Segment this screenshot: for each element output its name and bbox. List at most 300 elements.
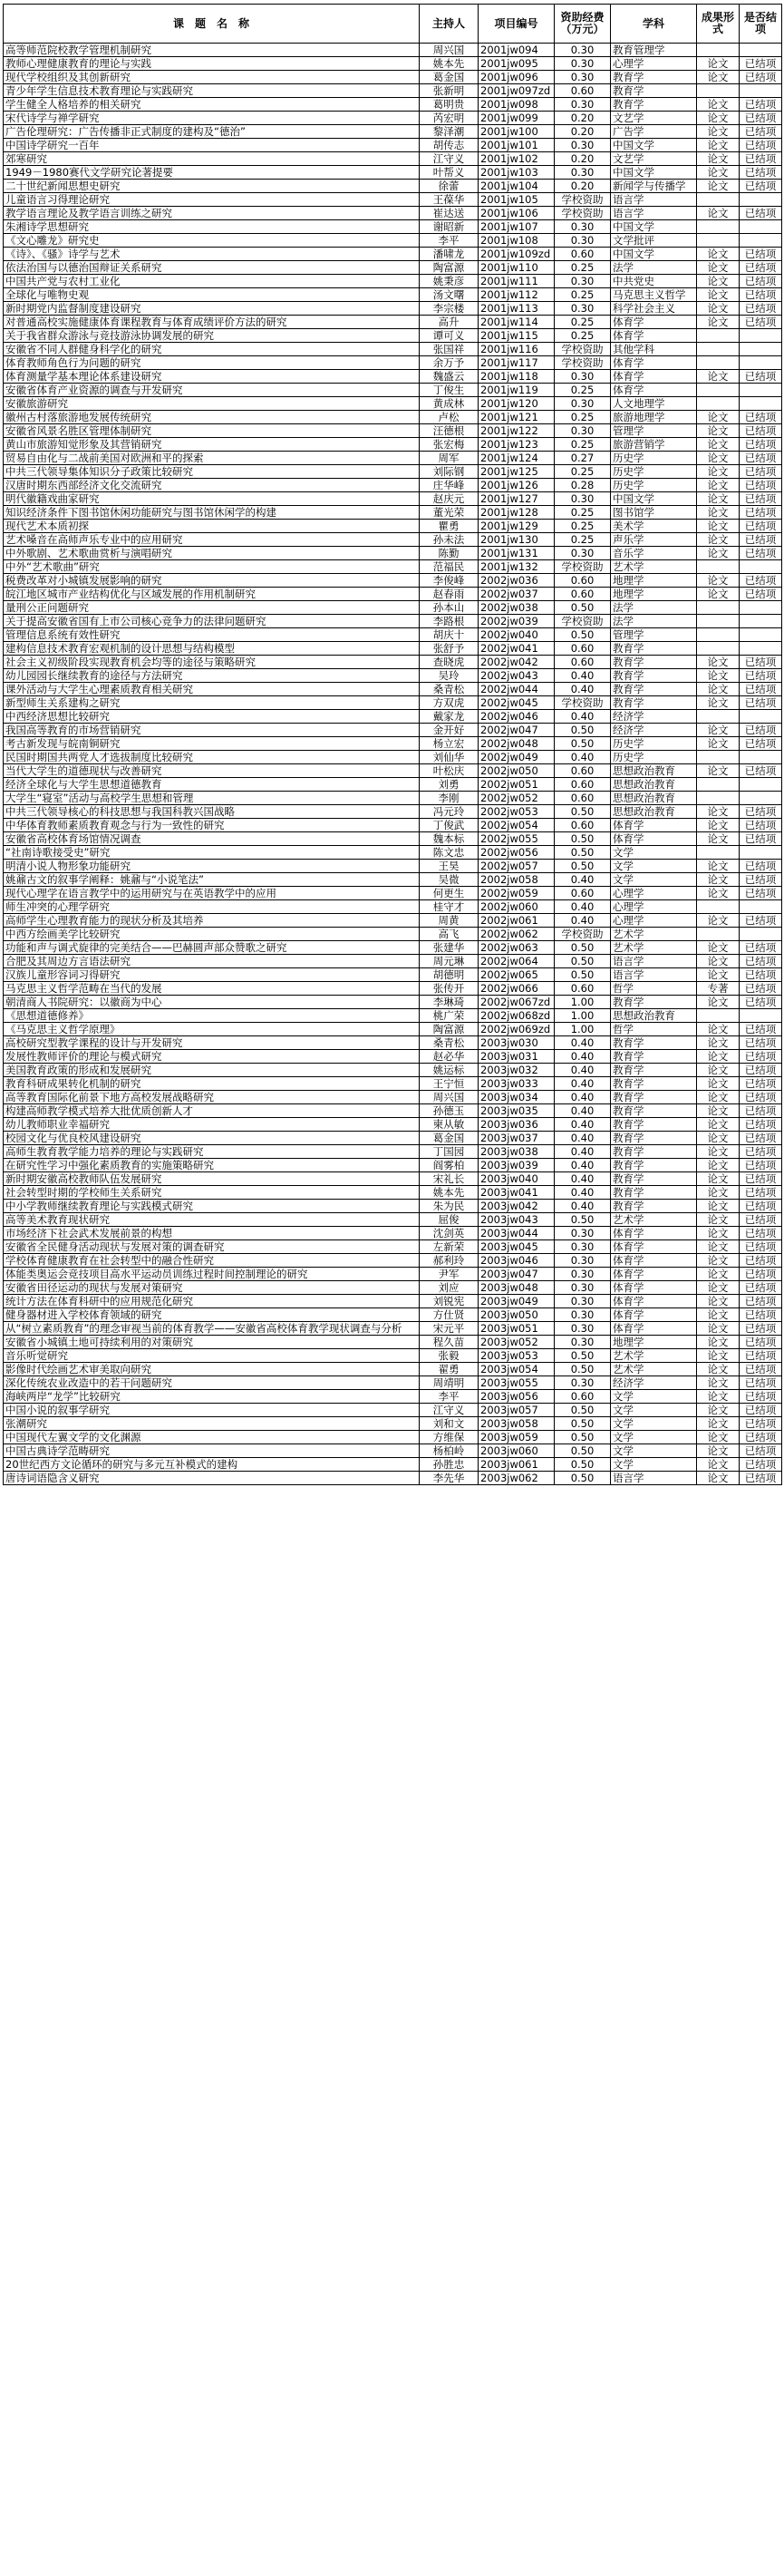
cell-completed: 已结项 [740, 656, 782, 669]
cell-host: 高升 [420, 316, 479, 329]
cell-completed: 已结项 [740, 1240, 782, 1254]
cell-code: 2003jw060 [479, 1444, 555, 1458]
cell-result-form: 论文 [697, 479, 740, 492]
cell-host: 张舒予 [420, 642, 479, 656]
cell-result-form [697, 44, 740, 57]
cell-funding: 0.40 [555, 900, 611, 914]
cell-completed: 已结项 [740, 1104, 782, 1118]
table-row [4, 1444, 782, 1458]
cell-code: 2002jw039 [479, 615, 555, 628]
cell-code: 2003jw033 [479, 1077, 555, 1091]
cell-title: 青少年学生信息技术教育理论与实践研究 [4, 84, 420, 98]
cell-host: 刘应 [420, 1281, 479, 1295]
cell-title: 影像时代绘画艺术审美取向研究 [4, 1363, 420, 1376]
cell-completed: 已结项 [740, 955, 782, 968]
cell-completed: 已结项 [740, 370, 782, 384]
cell-result-form: 论文 [697, 411, 740, 424]
cell-result-form: 论文 [697, 1458, 740, 1472]
cell-title: 经济全球化与大学生思想道德教育 [4, 778, 420, 792]
cell-code: 2002jw067zd [479, 996, 555, 1009]
cell-result-form: 论文 [697, 248, 740, 261]
cell-funding: 0.25 [555, 506, 611, 520]
cell-completed: 已结项 [740, 71, 782, 84]
cell-title: 民国时期国共两党人才选拔制度比较研究 [4, 751, 420, 764]
cell-discipline: 教育学 [611, 1091, 697, 1104]
table-row [4, 1118, 782, 1132]
cell-host: 桑青松 [420, 683, 479, 696]
cell-completed [740, 234, 782, 248]
cell-funding: 0.30 [555, 234, 611, 248]
cell-completed: 已结项 [740, 1077, 782, 1091]
cell-title: 《思想道德修养》 [4, 1009, 420, 1023]
cell-code: 2003jw041 [479, 1186, 555, 1200]
cell-result-form: 论文 [697, 288, 740, 302]
cell-host: 谢昭新 [420, 220, 479, 234]
table-row [4, 84, 782, 98]
cell-host: 胡庆十 [420, 628, 479, 642]
cell-host: 葛金国 [420, 71, 479, 84]
cell-funding: 0.30 [555, 1336, 611, 1349]
cell-completed: 已结项 [740, 1254, 782, 1268]
cell-discipline: 教育学 [611, 84, 697, 98]
cell-title: 我国高等教育的市场营销研究 [4, 724, 420, 737]
cell-host: 潘啸龙 [420, 248, 479, 261]
table-row [4, 1254, 782, 1268]
cell-discipline: 管理学 [611, 424, 697, 438]
cell-completed: 已结项 [740, 764, 782, 778]
cell-completed: 已结项 [740, 1281, 782, 1295]
cell-completed: 已结项 [740, 288, 782, 302]
cell-funding: 0.27 [555, 452, 611, 465]
cell-result-form [697, 710, 740, 724]
cell-title: 中外歌剧、艺术歌曲赏析与演唱研究 [4, 547, 420, 560]
cell-title: 学校体育健康教育在社会转型中的融合性研究 [4, 1254, 420, 1268]
table-row [4, 683, 782, 696]
cell-result-form: 论文 [697, 465, 740, 479]
cell-host: 胡传志 [420, 139, 479, 152]
cell-result-form: 论文 [697, 819, 740, 832]
cell-completed: 已结项 [740, 860, 782, 873]
cell-title: 关于提高安徽省国有上市公司核心竞争力的法律问题研究 [4, 615, 420, 628]
cell-result-form: 论文 [697, 1349, 740, 1363]
cell-code: 2002jw044 [479, 683, 555, 696]
cell-title: 课外活动与大学生心理素质教育相关研究 [4, 683, 420, 696]
cell-funding: 学校资助 [555, 343, 611, 356]
table-row [4, 438, 782, 452]
table-row [4, 520, 782, 533]
cell-discipline: 人文地理学 [611, 397, 697, 411]
cell-title: 中国古典诗学范畴研究 [4, 1444, 420, 1458]
cell-discipline: 教育学 [611, 1118, 697, 1132]
cell-funding: 学校资助 [555, 207, 611, 220]
cell-result-form: 论文 [697, 669, 740, 683]
cell-discipline: 艺术学 [611, 1349, 697, 1363]
table-row [4, 261, 782, 275]
cell-code: 2003jw043 [479, 1213, 555, 1227]
table-row [4, 764, 782, 778]
cell-result-form: 论文 [697, 955, 740, 968]
cell-discipline: 语言学 [611, 193, 697, 207]
cell-discipline: 体育学 [611, 1322, 697, 1336]
table-row [4, 1376, 782, 1390]
cell-code: 2001jw121 [479, 411, 555, 424]
cell-title: 健身器材进入学校体育领域的研究 [4, 1308, 420, 1322]
cell-completed: 已结项 [740, 1186, 782, 1200]
cell-completed: 已结项 [740, 1023, 782, 1036]
cell-host: 葛金国 [420, 1132, 479, 1145]
table-row [4, 1009, 782, 1023]
cell-host: 程久苗 [420, 1336, 479, 1349]
cell-discipline: 地理学 [611, 588, 697, 601]
cell-completed: 已结项 [740, 452, 782, 465]
cell-code: 2003jw054 [479, 1363, 555, 1376]
cell-code: 2002jw069zd [479, 1023, 555, 1036]
cell-completed: 已结项 [740, 547, 782, 560]
cell-title: 1949－1980赛代文学研究论著提要 [4, 166, 420, 180]
cell-funding: 0.50 [555, 846, 611, 860]
cell-discipline: 文学批评 [611, 234, 697, 248]
cell-code: 2001jw101 [479, 139, 555, 152]
cell-code: 2002jw040 [479, 628, 555, 642]
cell-discipline: 教育学 [611, 996, 697, 1009]
cell-completed [740, 642, 782, 656]
cell-code: 2002jw041 [479, 642, 555, 656]
cell-discipline: 马克思主义哲学 [611, 288, 697, 302]
cell-code: 2003jw034 [479, 1091, 555, 1104]
cell-code: 2001jw124 [479, 452, 555, 465]
cell-completed: 已结项 [740, 941, 782, 955]
table-row [4, 533, 782, 547]
cell-host: 左新荣 [420, 1240, 479, 1254]
cell-completed [740, 329, 782, 343]
cell-funding: 0.40 [555, 914, 611, 928]
cell-host: 姚运标 [420, 1064, 479, 1077]
cell-result-form: 专著 [697, 982, 740, 996]
table-row [4, 656, 782, 669]
cell-funding: 0.25 [555, 288, 611, 302]
cell-result-form: 论文 [697, 1322, 740, 1336]
cell-title: 安徽省体育产业资源的调查与开发研究 [4, 384, 420, 397]
cell-title: 中小学教师继续教育理论与实践模式研究 [4, 1200, 420, 1213]
cell-discipline: 教育学 [611, 1036, 697, 1050]
cell-code: 2003jw036 [479, 1118, 555, 1132]
table-body [4, 44, 782, 1485]
table-row [4, 207, 782, 220]
cell-completed: 已结项 [740, 1458, 782, 1472]
cell-result-form: 论文 [697, 1390, 740, 1404]
table-row [4, 846, 782, 860]
cell-result-form: 论文 [697, 98, 740, 112]
cell-title: 体育测量学基本理论体系建设研究 [4, 370, 420, 384]
cell-code: 2003jw032 [479, 1064, 555, 1077]
cell-discipline: 文艺学 [611, 112, 697, 125]
cell-result-form: 论文 [697, 1240, 740, 1254]
cell-completed: 已结项 [740, 180, 782, 193]
cell-host: 张建华 [420, 941, 479, 955]
cell-host: 庄华峰 [420, 479, 479, 492]
cell-discipline: 历史学 [611, 465, 697, 479]
cell-title: 中共三代领导集体知识分子政策比较研究 [4, 465, 420, 479]
table-row [4, 1213, 782, 1227]
cell-funding: 0.40 [555, 1036, 611, 1050]
table-row [4, 642, 782, 656]
cell-completed: 已结项 [740, 1227, 782, 1240]
cell-funding: 0.60 [555, 574, 611, 588]
cell-result-form: 论文 [697, 1091, 740, 1104]
cell-result-form [697, 601, 740, 615]
cell-completed: 已结项 [740, 982, 782, 996]
cell-code: 2001jw096 [479, 71, 555, 84]
cell-host: 胡德明 [420, 968, 479, 982]
table-row [4, 343, 782, 356]
cell-result-form: 论文 [697, 370, 740, 384]
cell-code: 2001jw119 [479, 384, 555, 397]
cell-title: 高师学生心理教育能力的现状分析及其培养 [4, 914, 420, 928]
cell-discipline: 历史学 [611, 452, 697, 465]
cell-result-form: 论文 [697, 492, 740, 506]
cell-funding: 0.40 [555, 1064, 611, 1077]
cell-completed [740, 601, 782, 615]
cell-host: 宋礼长 [420, 1172, 479, 1186]
cell-result-form: 论文 [697, 547, 740, 560]
cell-code: 2003jw044 [479, 1227, 555, 1240]
table-row [4, 166, 782, 180]
table-row [4, 1227, 782, 1240]
cell-funding: 0.30 [555, 1295, 611, 1308]
cell-funding: 0.60 [555, 819, 611, 832]
cell-code: 2001jw095 [479, 57, 555, 71]
cell-funding: 0.30 [555, 547, 611, 560]
cell-title: 安徽省全民健身活动现状与发展对策的调查研究 [4, 1240, 420, 1254]
cell-discipline: 教育学 [611, 1200, 697, 1213]
table-row [4, 44, 782, 57]
cell-title: 大学生“寝室”活动与高校学生思想和管理 [4, 792, 420, 805]
cell-completed: 已结项 [740, 248, 782, 261]
cell-funding: 0.30 [555, 1308, 611, 1322]
cell-code: 2001jw103 [479, 166, 555, 180]
cell-result-form [697, 900, 740, 914]
cell-completed: 已结项 [740, 275, 782, 288]
cell-discipline: 教育学 [611, 1172, 697, 1186]
cell-title: 二十世纪新闻思想史研究 [4, 180, 420, 193]
cell-code: 2001jw109zd [479, 248, 555, 261]
cell-discipline: 教育学 [611, 1186, 697, 1200]
cell-funding: 0.50 [555, 805, 611, 819]
cell-discipline: 教育学 [611, 683, 697, 696]
cell-host: 高飞 [420, 928, 479, 941]
cell-discipline: 艺术学 [611, 560, 697, 574]
cell-host: 金开好 [420, 724, 479, 737]
cell-discipline: 中国文学 [611, 139, 697, 152]
cell-funding: 0.28 [555, 479, 611, 492]
cell-title: 教学语言理论及教学语言训练之研究 [4, 207, 420, 220]
cell-completed: 已结项 [740, 492, 782, 506]
cell-discipline: 哲学 [611, 1023, 697, 1036]
cell-code: 2001jw116 [479, 343, 555, 356]
cell-result-form: 论文 [697, 1186, 740, 1200]
cell-completed [740, 397, 782, 411]
cell-completed: 已结项 [740, 1295, 782, 1308]
cell-discipline: 文学 [611, 846, 697, 860]
cell-funding: 0.50 [555, 628, 611, 642]
cell-code: 2003jw042 [479, 1200, 555, 1213]
cell-host: 柬从敏 [420, 1118, 479, 1132]
cell-funding: 0.50 [555, 860, 611, 873]
cell-code: 2001jw118 [479, 370, 555, 384]
cell-host: 杨立宏 [420, 737, 479, 751]
table-row [4, 452, 782, 465]
table-row [4, 1091, 782, 1104]
cell-completed: 已结项 [740, 261, 782, 275]
cell-funding: 0.40 [555, 669, 611, 683]
cell-host: 范福民 [420, 560, 479, 574]
cell-funding: 0.20 [555, 112, 611, 125]
cell-funding: 0.30 [555, 275, 611, 288]
cell-funding: 0.30 [555, 492, 611, 506]
cell-funding: 0.40 [555, 1159, 611, 1172]
cell-host: 吴微 [420, 873, 479, 887]
cell-host: 赵必华 [420, 1050, 479, 1064]
cell-discipline: 体育学 [611, 316, 697, 329]
cell-host: 汤文曙 [420, 288, 479, 302]
cell-completed: 已结项 [740, 1363, 782, 1376]
cell-code: 2002jw047 [479, 724, 555, 737]
cell-host: 周元琳 [420, 955, 479, 968]
cell-title: 中西方绘画美学比较研究 [4, 928, 420, 941]
cell-host: 张国祥 [420, 343, 479, 356]
cell-completed: 已结项 [740, 805, 782, 819]
cell-host: 李先华 [420, 1472, 479, 1485]
cell-title: 税费改革对小城镇发展影响的研究 [4, 574, 420, 588]
cell-completed: 已结项 [740, 1268, 782, 1281]
table-row [4, 860, 782, 873]
cell-funding: 0.30 [555, 370, 611, 384]
cell-title: 师生冲突的心理学研究 [4, 900, 420, 914]
table-row [4, 234, 782, 248]
cell-funding: 0.30 [555, 397, 611, 411]
table-row [4, 384, 782, 397]
cell-completed: 已结项 [740, 1376, 782, 1390]
cell-completed: 已结项 [740, 506, 782, 520]
cell-completed: 已结项 [740, 588, 782, 601]
cell-code: 2001jw125 [479, 465, 555, 479]
cell-result-form: 论文 [697, 1200, 740, 1213]
cell-code: 2002jw059 [479, 887, 555, 900]
cell-title: 安徽省小城镇土地可持续利用的对策研究 [4, 1336, 420, 1349]
table-row [4, 873, 782, 887]
cell-code: 2002jw056 [479, 846, 555, 860]
cell-completed: 已结项 [740, 1132, 782, 1145]
cell-code: 2003jw046 [479, 1254, 555, 1268]
cell-funding: 0.30 [555, 1281, 611, 1295]
cell-discipline: 中国文学 [611, 220, 697, 234]
cell-result-form: 论文 [697, 914, 740, 928]
table-row [4, 1308, 782, 1322]
cell-code: 2001jw102 [479, 152, 555, 166]
cell-completed: 已结项 [740, 302, 782, 316]
cell-title: 考古新发现与皖南铜研究 [4, 737, 420, 751]
cell-result-form: 论文 [697, 57, 740, 71]
table-row [4, 411, 782, 424]
cell-result-form: 论文 [697, 968, 740, 982]
cell-completed [740, 343, 782, 356]
cell-title: 朱湘诗学思想研究 [4, 220, 420, 234]
table-row [4, 1336, 782, 1349]
cell-discipline: 体育学 [611, 1240, 697, 1254]
cell-title: “社南诗歌接受史”研究 [4, 846, 420, 860]
cell-funding: 0.50 [555, 1349, 611, 1363]
cell-completed: 已结项 [740, 683, 782, 696]
cell-result-form [697, 329, 740, 343]
cell-funding: 0.20 [555, 152, 611, 166]
cell-code: 2002jw053 [479, 805, 555, 819]
cell-discipline: 体育学 [611, 1295, 697, 1308]
table-row [4, 492, 782, 506]
cell-title: 功能和声与调式旋律的完美结合——巴赫圆声部众赞歌之研究 [4, 941, 420, 955]
cell-code: 2002jw037 [479, 588, 555, 601]
cell-funding: 0.30 [555, 1268, 611, 1281]
cell-title: 音乐听觉研究 [4, 1349, 420, 1363]
cell-discipline: 文学 [611, 1431, 697, 1444]
cell-host: 张宏梅 [420, 438, 479, 452]
cell-funding: 0.50 [555, 1444, 611, 1458]
cell-host: 吴玲 [420, 669, 479, 683]
table-row [4, 900, 782, 914]
cell-result-form: 论文 [697, 1376, 740, 1390]
cell-host: 刘仙华 [420, 751, 479, 764]
cell-result-form: 论文 [697, 452, 740, 465]
cell-completed: 已结项 [740, 98, 782, 112]
cell-discipline: 体育学 [611, 819, 697, 832]
cell-title: 新时期安徽高校教师队伍发展研究 [4, 1172, 420, 1186]
table-row [4, 424, 782, 438]
cell-discipline: 语言学 [611, 207, 697, 220]
cell-title: 现代学校组织及其创新研究 [4, 71, 420, 84]
cell-funding: 0.50 [555, 1458, 611, 1472]
cell-funding: 0.60 [555, 778, 611, 792]
cell-host: 冯元玲 [420, 805, 479, 819]
cell-result-form: 论文 [697, 125, 740, 139]
cell-title: 贸易自由化与二战前美国对欧洲和平的探索 [4, 452, 420, 465]
cell-code: 2001jw122 [479, 424, 555, 438]
cell-discipline: 中国文学 [611, 248, 697, 261]
cell-host: 谭可义 [420, 329, 479, 343]
header-completed: 是否结项 [740, 5, 782, 44]
table-row [4, 1295, 782, 1308]
cell-funding: 0.30 [555, 98, 611, 112]
cell-funding: 0.25 [555, 316, 611, 329]
cell-funding: 0.40 [555, 1104, 611, 1118]
cell-title: 艺术嗓音在高师声乐专业中的应用研究 [4, 533, 420, 547]
cell-code: 2003jw062 [479, 1472, 555, 1485]
cell-discipline: 心理学 [611, 914, 697, 928]
cell-funding: 0.30 [555, 1240, 611, 1254]
cell-funding: 0.50 [555, 1472, 611, 1485]
cell-title: 中国诗学研究一百年 [4, 139, 420, 152]
cell-completed: 已结项 [740, 424, 782, 438]
cell-funding: 0.30 [555, 166, 611, 180]
project-table [3, 4, 782, 1485]
cell-completed: 已结项 [740, 819, 782, 832]
cell-host: 周兴国 [420, 44, 479, 57]
table-row [4, 479, 782, 492]
cell-code: 2001jw111 [479, 275, 555, 288]
cell-host: 周靖明 [420, 1376, 479, 1390]
cell-code: 2003jw050 [479, 1308, 555, 1322]
cell-code: 2003jw055 [479, 1376, 555, 1390]
cell-code: 2002jw052 [479, 792, 555, 805]
cell-result-form: 论文 [697, 737, 740, 751]
